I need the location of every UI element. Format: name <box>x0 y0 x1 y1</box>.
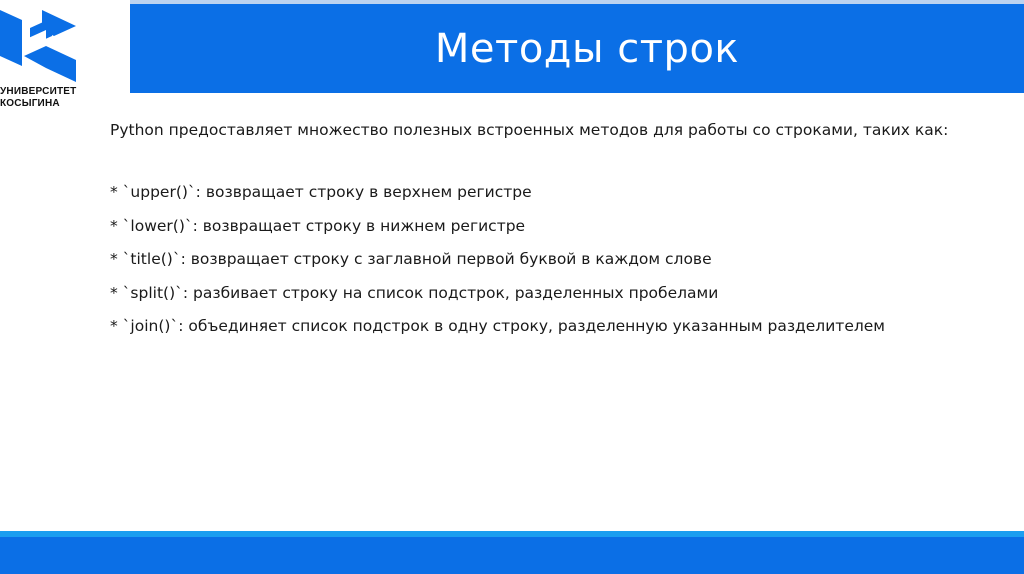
list-item: * `split()`: разбивает строку на список подстрок, разделенных пробелами <box>110 283 719 302</box>
list-item: * `join()`: объединяет список подстрок в одну строку, разделенную указанным разделителем <box>110 317 885 335</box>
university-logo <box>0 0 128 120</box>
logo-text <box>0 86 76 110</box>
list-item: * `lower()`: возвращает строку в нижнем регистре <box>110 216 526 235</box>
footer-bar <box>0 537 1024 574</box>
logo-text-line2: КОСЫГИНА <box>0 98 60 109</box>
slide-content <box>110 118 1000 348</box>
university-logo-icon <box>0 0 80 84</box>
logo-text-line1: УНИВЕРСИТЕТ <box>0 86 77 97</box>
header-bar <box>130 4 1024 93</box>
methods-list <box>110 180 1000 338</box>
slide-title: Методы строк <box>434 25 740 72</box>
list-item: * `upper()`: возвращает строку в верхнем регистре <box>110 183 532 201</box>
intro-paragraph: Python предоставляет множество полезных встроенных методов для работы со строками, таких как: <box>110 121 949 139</box>
list-item: * `title()`: возвращает строку с заглавной первой буквой в каждом слове <box>110 250 712 268</box>
